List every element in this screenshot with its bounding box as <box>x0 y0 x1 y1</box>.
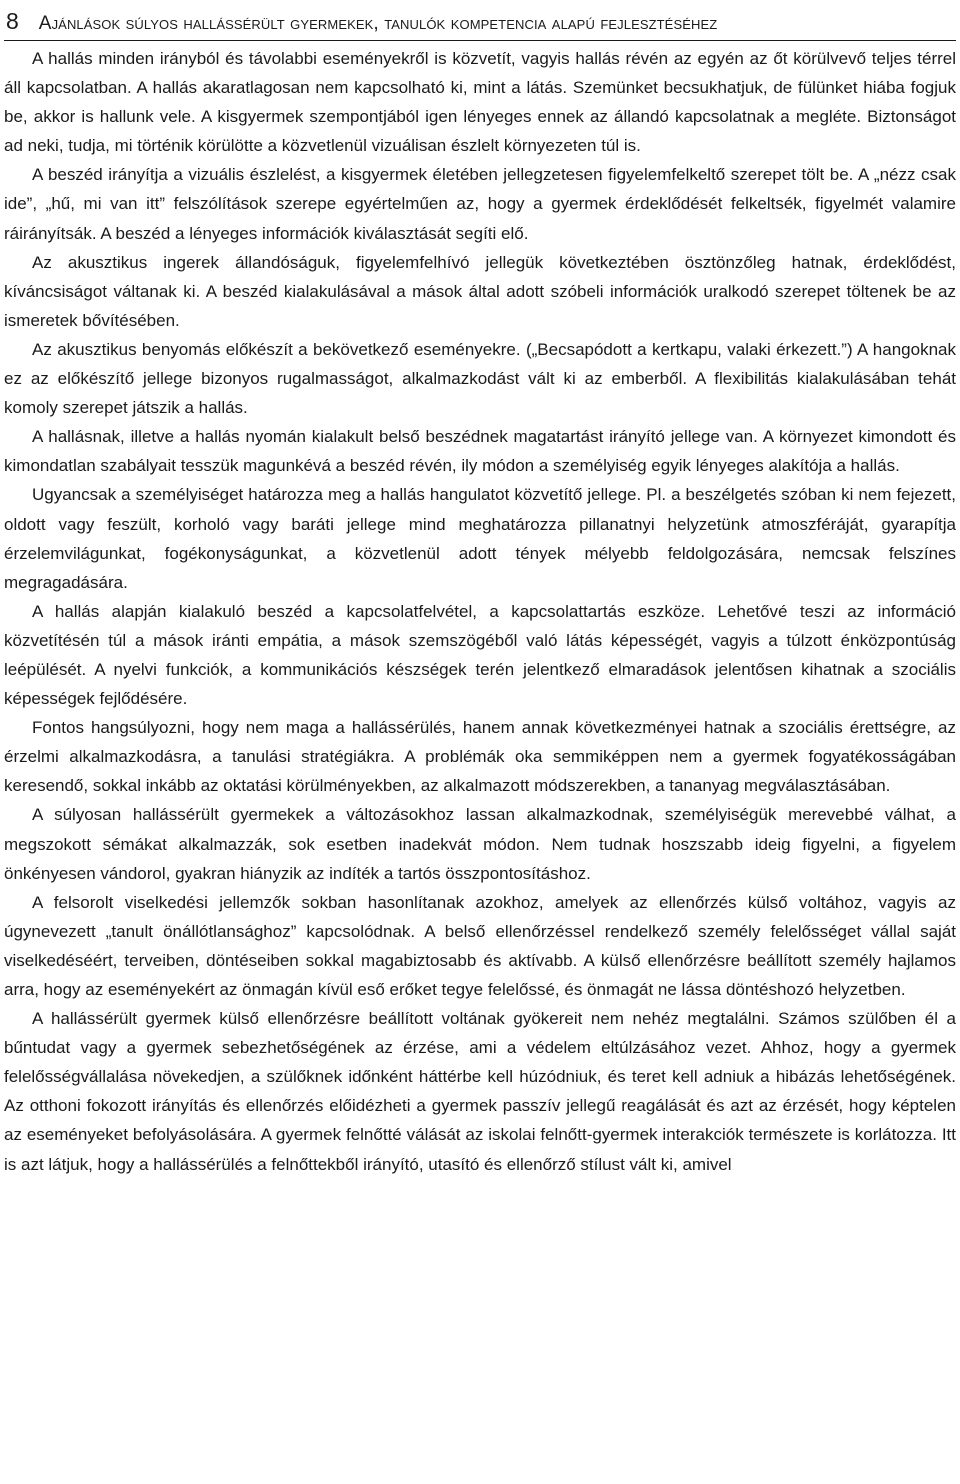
running-head <box>6 4 954 38</box>
header-rule <box>4 40 956 41</box>
paragraph: A hallássérült gyermek külső ellenőrzésre beállított voltának gyökereit nem nehéz megtalálni. Számos szülőben él a bűntudat vagy a gyermek sebezhetőségének az érzése, ami a védelem eltúlzásához vezet. Ahhoz, hogy a gyermek felelősségvállalása növekedjen, a szülőknek időnként háttérbe kell húzódniuk, és teret kell adniuk a hibázás lehetőségének. Az otthoni fokozott irányítás és ellenőrzés előidézheti a gyermek passzív jellegű reagálását és azt az érzését, hogy képtelen az eseményeket befolyásolására. A gyermek felnőtté válását az iskolai felnőtt-gyermek interakciók természete is korlátozza. Itt is azt látjuk, hogy a hallássérülés a felnőttekből irányító, utasító és ellenőrző stílust vált ki, amivel <box>4 1009 956 1174</box>
paragraph: A beszéd irányítja a vizuális észlelést, a kisgyermek életében jellegzetesen figyelemfelkeltő szerepet tölt be. A „nézz csak ide”, „hű, mi van itt” felszólítások szerepe egyértelműen az, hogy a gyermek érdeklődését felkeltsék, figyelmét valamire ráirányítsák. A beszéd a lényeges információk kiválasztását segíti elő. <box>4 165 956 243</box>
paragraph: A felsorolt viselkedési jellemzők sokban hasonlítanak azokhoz, amelyek az ellenőrzés külső voltához, vagyis az úgynevezett „tanult önállótlansághoz” kapcsolódnak. A belső ellenőrzéssel rendelkező személy felelősséget vállal saját viselkedéséért, terveiben, döntéseiben sokkal magabiztosabb és aktívabb. A külső ellenőrzésre beállított személy hajlamos arra, hogy az eseményekért az önmagán kívül eső erőket tegye felelőssé, és önmagát ne lássa döntéshozó helyzetben. <box>4 892 956 999</box>
paragraph: Ugyancsak a személyiséget határozza meg a hallás hangulatot közvetítő jellege. Pl. a beszélgetés szóban ki nem fejezett, oldott vagy feszült, korholó vagy baráti jellege mind meghatározza pillanatnyi helyzetünk atmoszféráját, gyarapítja érzelemvilágunkat, fogékonyságunkat, a közvetlenül adott tények mélyebb feldolgozására, nemcsak felszínes megragadására. <box>4 485 956 592</box>
page-number: 8 <box>6 8 19 34</box>
paragraph: A hallás minden irányból és távolabbi eseményekről is közvetít, vagyis hallás révén az egyén az őt körülvevő teljes térrel áll kapcsolatban. A hallás akaratlagosan nem kapcsolható ki, mint a látás. Szemünket becsukhatjuk, de fülünket hiába fogjuk be, akkor is hallunk vele. A kisgyermek szempontjából igen lényeges ennek az állandó kapcsolatnak a megléte. Biztonságot ad neki, tudja, mi történik körülötte a közvetlenül vizuálisan észlelt környezeten túl is. <box>4 49 956 156</box>
paragraph: Az akusztikus ingerek állandóságuk, figyelemfelhívó jellegük következtében ösztönzőleg hatnak, érdeklődést, kíváncsiságot váltanak ki. A beszéd kialakulásával a mások által adott szóbeli információk uralkodó szerepet töltenek be az ismeretek bővítésében. <box>4 252 956 330</box>
body-text <box>4 44 956 1179</box>
paragraph: A hallás alapján kialakuló beszéd a kapcsolatfelvétel, a kapcsolattartás eszköze. Lehetővé teszi az információ közvetítésén túl a mások iránti empátia, a mások szemszögéből való látás képességét, vagyis a túlzott énközpontúság leépülését. A nyelvi funkciók, a kommunikációs készségek terén jelentkező elmaradások jelentősen kihatnak a szociális képességek fejlődésére. <box>4 601 956 709</box>
paragraph: A súlyosan hallássérült gyermekek a változásokhoz lassan alkalmazkodnak, személyiségük merevebbé válhat, a megszokott sémákat alkalmazzák, sok esetben inadekvát módon. Nem tudnak hoszszabb ideig figyelni, a figyelem önkényesen vándorol, gyakran hiányzik az indíték a tartós összpontosításhoz. <box>4 805 956 883</box>
paragraph: Fontos hangsúlyozni, hogy nem maga a hallássérülés, hanem annak következményei hatnak a szociális érettségre, az érzelmi alkalmazkodásra, a tanulási stratégiákra. A problémák oka semmiképpen nem a gyermek fogyatékosságában keresendő, sokkal inkább az oktatási körülményekben, az alkalmazott módszerekben, a tananyag megválasztásában. <box>4 718 956 796</box>
paragraph: Az akusztikus benyomás előkészít a bekövetkező eseményekre. („Becsapódott a kertkapu, valaki érkezett.”) A hangoknak ez az előkészítő jellege bizonyos rugalmasságot, alkalmazkodást vált ki az emberből. A flexibilitás kialakulásában tehát komoly szerepet játszik a hallás. <box>4 339 956 418</box>
running-head-title: Ajánlások súlyos hallássérült gyermekek, tanulók kompetencia alapú fejlesztéséhez <box>38 13 718 34</box>
paragraph: A hallásnak, illetve a hallás nyomán kialakult belső beszédnek magatartást irányító jellege van. A környezet kimondott és kimondatlan szabályait tesszük magunkévá a beszéd révén, ily módon a személyiség egyik lényeges alakítója a hallás. <box>4 427 956 476</box>
